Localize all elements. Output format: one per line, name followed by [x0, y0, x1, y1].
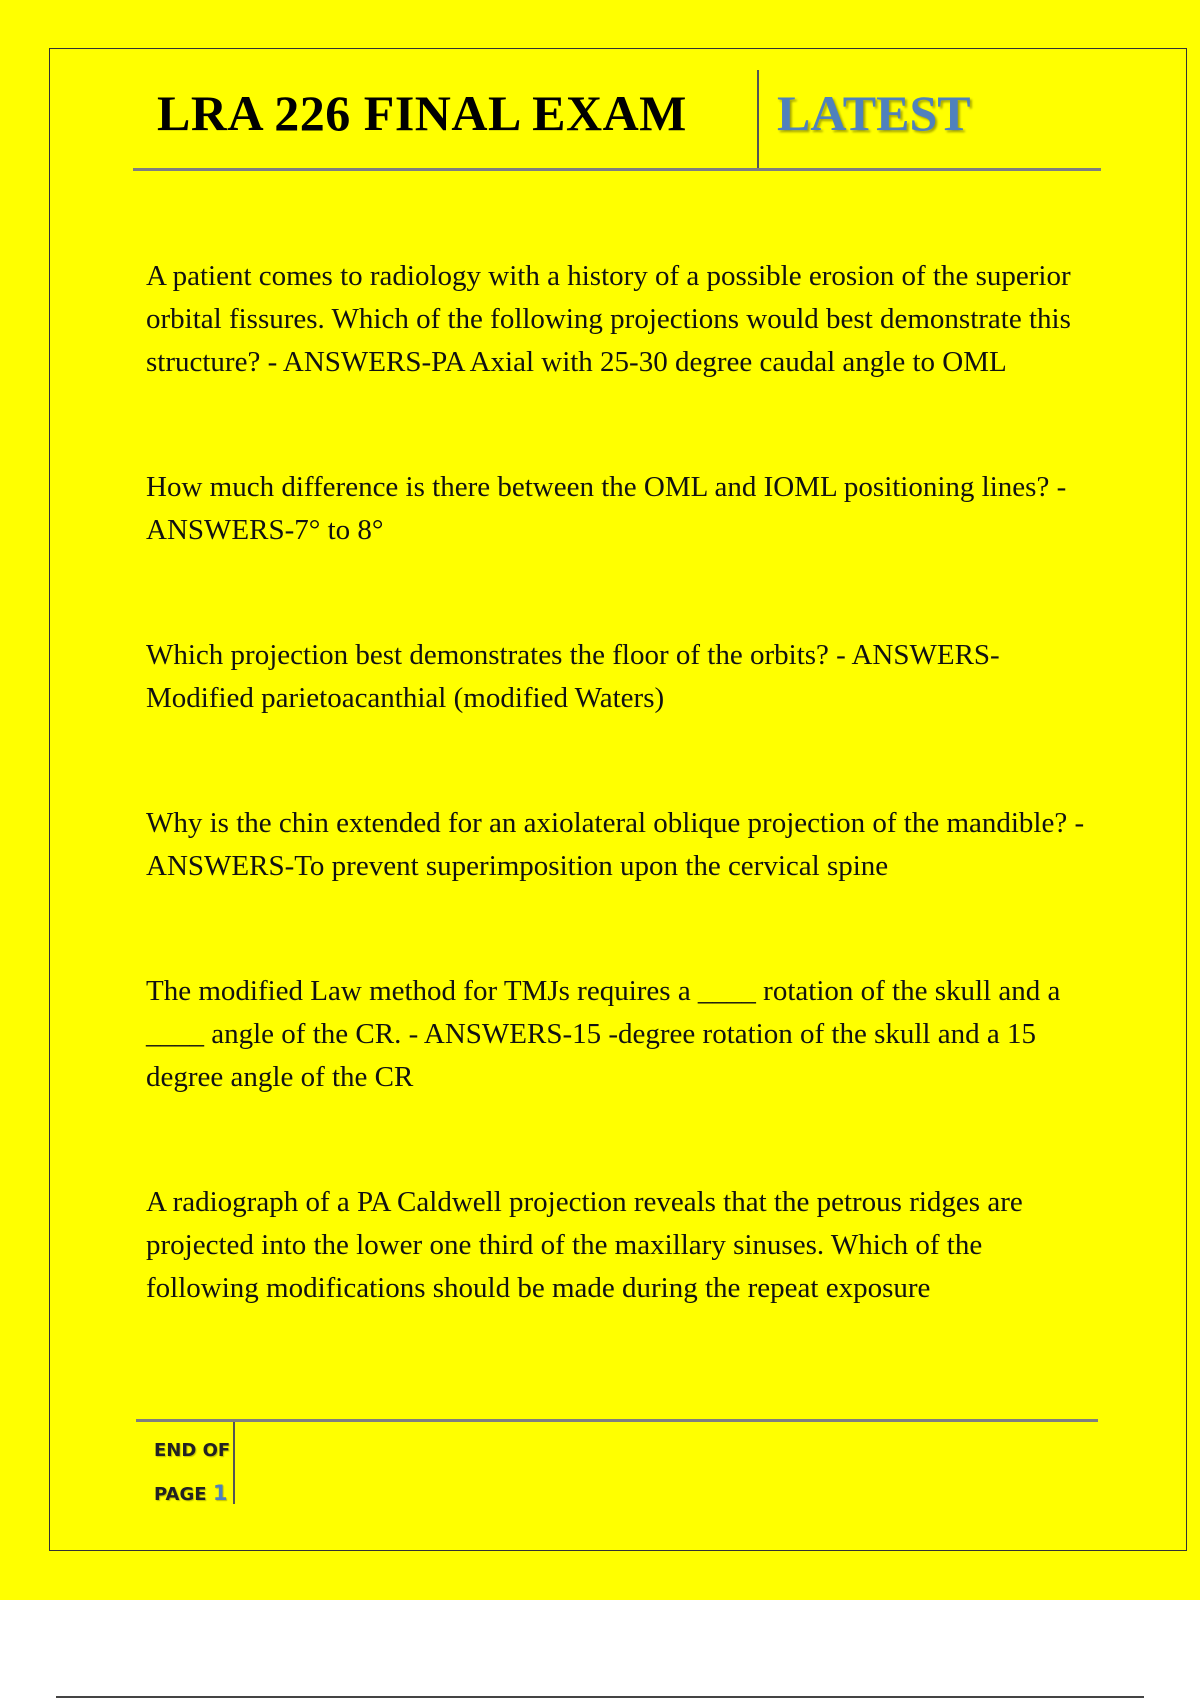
qa-item: Which projection best demonstrates the floor of the orbits? - ANSWERS-Modified parietoacanthial (modified Waters): [146, 639, 1000, 714]
footer-label: [154, 1430, 234, 1516]
qa-item: The modified Law method for TMJs requires a ____ rotation of the skull and a ____ angle of the CR. - ANSWERS-15 -degree rotation of the skull and a 15 degree angle of the CR: [146, 975, 1061, 1093]
qa-item: A patient comes to radiology with a history of a possible erosion of the superior orbital fissures. Which of the following projections would best demonstrate this structure? - ANSWERS-PA Axial with 25-30 degree caudal angle to OML: [146, 260, 1071, 378]
footer-page-prefix: PAGE: [154, 1484, 207, 1505]
latest-badge: LATEST: [777, 85, 971, 141]
qa-item: How much difference is there between the OML and IOML positioning lines? - ANSWERS-7° to 8°: [146, 471, 1067, 546]
qa-item: Why is the chin extended for an axiolateral oblique projection of the mandible? - ANSWERS-To prevent superimposition upon the cervical spine: [146, 807, 1085, 882]
footer-end-of: END OF: [154, 1440, 231, 1461]
page-title: LRA 226 FINAL EXAM: [157, 85, 687, 141]
footer-divider: [233, 1422, 235, 1504]
footer-page-number: 1: [212, 1481, 228, 1505]
page-header: [133, 70, 1101, 171]
header-divider: [757, 70, 759, 168]
bottom-rule: [56, 1696, 1144, 1698]
question-answer-list: [146, 255, 1096, 1392]
qa-item: A radiograph of a PA Caldwell projection reveals that the petrous ridges are projected into the lower one third of the maxillary sinuses. Which of the following modifications should be made during the repeat exposure: [146, 1186, 1023, 1304]
page-footer: [136, 1419, 1098, 1504]
footer-page-line: [154, 1472, 234, 1516]
